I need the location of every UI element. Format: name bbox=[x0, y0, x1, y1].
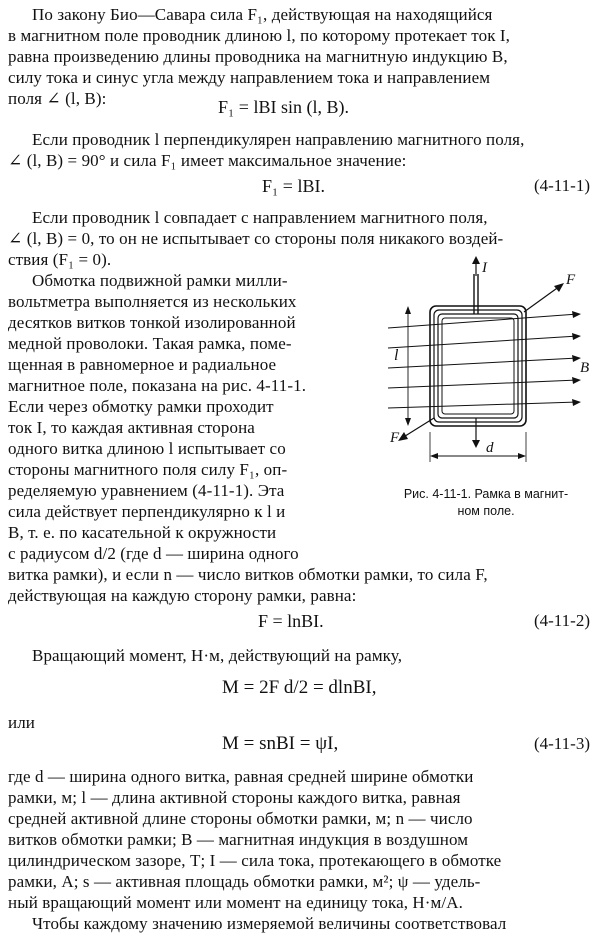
force-arrow bbox=[524, 286, 560, 312]
formula-max-force: F₁ = lBI. bbox=[262, 176, 325, 196]
equation-number: (4-11-3) bbox=[533, 734, 590, 753]
equation-number: (4-11-2) bbox=[533, 611, 590, 630]
text-line: щенная в равномерное и радиальное bbox=[8, 355, 277, 374]
text-line: Если проводник l перпендикулярен направлению магнитного поля, bbox=[32, 130, 525, 149]
coil-turn bbox=[442, 318, 514, 414]
arrow-head bbox=[472, 256, 480, 264]
text-line: силу тока и синус угла между направлением тока и направлением bbox=[8, 68, 491, 87]
text-line: поля ∠ (l, B): bbox=[8, 89, 107, 108]
text-line: или bbox=[8, 713, 35, 732]
arrow-head bbox=[405, 418, 411, 426]
text-line: десятков витков тонкой изолированной bbox=[8, 313, 296, 332]
text-line: с радиусом d/2 (где d — ширина одного bbox=[8, 544, 299, 563]
text-line: ∠ (l, B) = 0, то он не испытывает со стороны поля никакого воздей- bbox=[8, 229, 504, 248]
label-current: I bbox=[482, 260, 487, 276]
text-line: одного витка длиною l испытывает со bbox=[8, 439, 286, 458]
field-line bbox=[388, 314, 578, 328]
arrow-head bbox=[472, 440, 480, 448]
text-line: Чтобы каждому значению измеряемой величины соответствовал bbox=[32, 914, 507, 933]
frame-diagram bbox=[378, 256, 594, 484]
text-line: стороны магнитного поля силу F₁, оп- bbox=[8, 460, 288, 479]
text-line: Обмотка подвижной рамки милли- bbox=[32, 271, 288, 290]
label-force-top: F bbox=[566, 272, 576, 288]
label-width: d bbox=[486, 440, 494, 456]
arrow-head bbox=[572, 377, 581, 384]
text-line: рамки, А; s — активная площадь обмотки рамки, м²; ψ — удель- bbox=[8, 872, 481, 891]
text-line: рамки, м; l — длина активной стороны каждого витка, равная bbox=[8, 788, 461, 807]
text-line: медной проволоки. Такая рамка, поме- bbox=[8, 334, 292, 353]
text-line: витков обмотки рамки; B — магнитная индукция в воздушном bbox=[8, 830, 469, 849]
text-line: действующая на каждую сторону рамки, равна: bbox=[8, 586, 357, 605]
field-line bbox=[388, 358, 578, 368]
coil-turn bbox=[438, 314, 518, 418]
formula-torque-alt: M = snBI = ψI, bbox=[222, 733, 339, 754]
formula-frame-force: F = lnBI. bbox=[258, 611, 324, 631]
arrow-head bbox=[554, 283, 564, 292]
text-line: где d — ширина одного витка, равная средней ширине обмотки bbox=[8, 767, 474, 786]
formula-force-sine: F₁ = lBI sin (l, B). bbox=[218, 97, 349, 117]
text-line: витка рамки), и если n — число витков обмотки рамки, то сила F, bbox=[8, 565, 488, 584]
arrow-head bbox=[398, 432, 408, 441]
caption-line: Рис. 4-11-1. Рамка в магнит- bbox=[403, 487, 569, 501]
text-line: B, т. е. по касательной к окружности bbox=[8, 523, 277, 542]
figure-frame-in-magnetic-field bbox=[378, 256, 594, 484]
text-line: вольтметра выполняется из нескольких bbox=[8, 292, 297, 311]
text-line: ределяемую уравнением (4-11-1). Эта bbox=[8, 481, 285, 500]
text-line: магнитное поле, показана на рис. 4-11-1. bbox=[8, 376, 307, 395]
arrow-head bbox=[572, 399, 581, 406]
text-line: ствия (F₁ = 0). bbox=[8, 250, 112, 269]
text-line: сила действует перпендикулярно к l и bbox=[8, 502, 286, 521]
text-line: Если проводник l совпадает с направлением магнитного поля, bbox=[32, 208, 488, 227]
arrow-head bbox=[430, 453, 438, 459]
text-line: в магнитном поле проводник длиною l, по которому протекает ток I, bbox=[8, 26, 511, 45]
arrow-head bbox=[572, 311, 581, 318]
field-line bbox=[388, 336, 578, 348]
text-line: Вращающий момент, Н·м, действующий на рамку, bbox=[32, 646, 403, 665]
arrow-head bbox=[572, 333, 581, 340]
text-line: ток I, то каждая активная сторона bbox=[8, 418, 255, 437]
text-line: равна произведению длины проводника на магнитную индукцию B, bbox=[8, 47, 508, 66]
label-induction: B bbox=[580, 360, 590, 376]
caption-line: ном поле. bbox=[457, 504, 515, 518]
arrow-head bbox=[518, 453, 526, 459]
text-line: Если через обмотку рамки проходит bbox=[8, 397, 274, 416]
figure-caption bbox=[374, 486, 598, 520]
text-line: средней активной длине стороны обмотки рамки, м; n — число bbox=[8, 809, 473, 828]
arrow-head bbox=[405, 306, 411, 314]
text-line: ный вращающий момент или момент на единицу тока, Н·м/А. bbox=[8, 893, 463, 912]
label-length: l bbox=[394, 347, 399, 364]
text-line: цилиндрическом зазоре, Т; I — сила тока, протекающего в обмотке bbox=[8, 851, 502, 870]
label-force-bottom: F bbox=[390, 430, 400, 446]
text-line: ∠ (l, B) = 90° и сила F₁ имеет максимальное значение: bbox=[8, 151, 407, 170]
field-lines bbox=[388, 314, 578, 408]
field-line bbox=[388, 380, 578, 388]
formula-torque: M = 2F d/2 = dlnBI, bbox=[222, 677, 377, 698]
equation-number: (4-11-1) bbox=[533, 176, 590, 195]
field-line bbox=[388, 402, 578, 408]
text-line: По закону Био—Савара сила F₁, действующая на находящийся bbox=[32, 5, 493, 24]
